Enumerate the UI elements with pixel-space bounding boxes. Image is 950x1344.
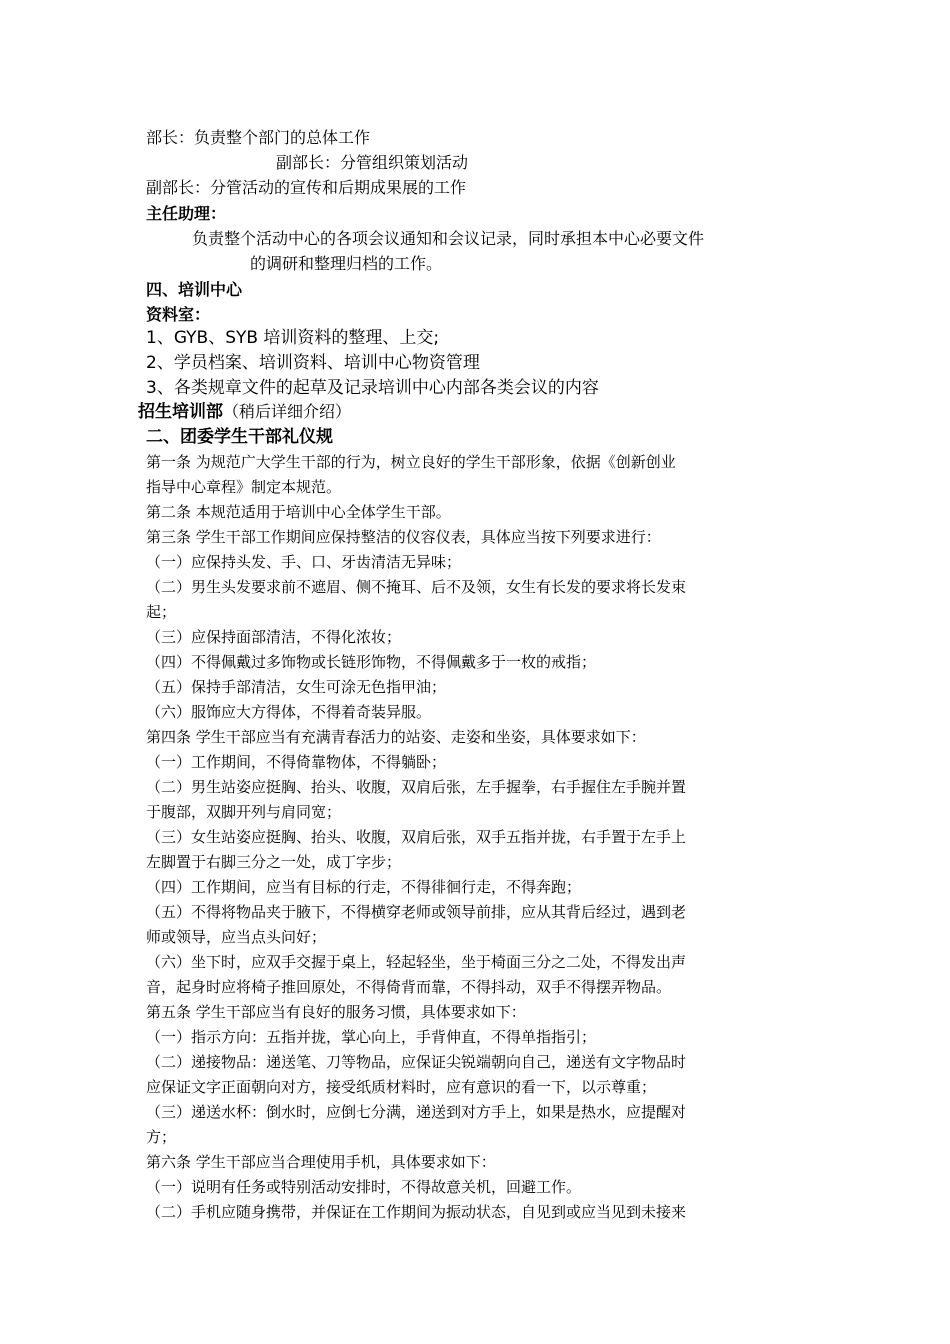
body-line: （四）工作期间，应当有目标的行走，不得徘徊行走，不得奔跑；: [146, 878, 582, 896]
body-line: 指导中心章程》制定本规范。: [146, 478, 342, 496]
body-line: （五）保持手部清洁，女生可涂无色指甲油；: [146, 678, 447, 696]
enrollment-training-note: （稍后详细介绍）: [223, 402, 352, 421]
body-line: （一）工作期间，不得倚靠物体，不得躺卧；: [146, 753, 447, 771]
body-line: （一）指示方向：五指并拢，掌心向上，手背伸直，不得单指指引；: [146, 1028, 597, 1046]
section-etiquette-title: 二、团委学生干部礼仪规: [146, 427, 333, 447]
body-line: （一）说明有任务或特别活动安排时，不得故意关机，回避工作。: [146, 1178, 582, 1196]
body-line: 第二条 本规范适用于培训中心全体学生干部。: [146, 503, 451, 521]
body-line: （一）应保持头发、手、口、牙齿清洁无异味；: [146, 553, 462, 571]
body-line: （二）递接物品：递送笔、刀等物品，应保证尖锐端朝向自己，递送有文字物品时: [146, 1053, 687, 1071]
body-line: 左脚置于右脚三分之一处，成丁字步；: [146, 853, 402, 871]
body-line: （五）不得将物品夹于腋下，不得横穿老师或领导前排，应从其背后经过，遇到老: [146, 903, 687, 921]
body-line: （六）坐下时，应双手交握于桌上，轻起轻坐，坐于椅面三分之二处，不得发出声: [146, 953, 687, 971]
body-line: 师或领导，应当点头问好；: [146, 928, 327, 946]
minister-duty-line: 部长：负责整个部门的总体工作: [146, 128, 371, 147]
data-room-heading: 资料室：: [146, 305, 211, 324]
body-line: 于腹部，双脚开列与肩同宽；: [146, 803, 342, 821]
data-room-item-2: 2、学员档案、培训资料、培训中心物资管理: [146, 353, 480, 373]
data-room-item-1: 1、GYB、SYB 培训资料的整理、上交;: [146, 328, 440, 348]
body-line: 应保证文字正面朝向对方，接受纸质材料时，应有意识的看一下，以示尊重；: [146, 1078, 657, 1096]
deputy-minister-line-1: 副部长：分管组织策划活动: [276, 153, 469, 172]
body-line: 第六条 学生干部应当合理使用手机，具体要求如下：: [146, 1153, 496, 1171]
body-line: （四）不得佩戴过多饰物或长链形饰物，不得佩戴多于一枚的戒指；: [146, 653, 597, 671]
director-assistant-heading: 主任助理：: [146, 204, 227, 223]
enrollment-training-heading: [138, 404, 351, 421]
body-line: （三）应保持面部清洁，不得化浓妆；: [146, 628, 402, 646]
body-line: 第三条 学生干部工作期间应保持整洁的仪容仪表，具体应当按下列要求进行：: [146, 528, 661, 546]
deputy-minister-line-2: 副部长：分管活动的宣传和后期成果展的工作: [146, 178, 467, 197]
body-line: （三）递送水杯：倒水时，应倒七分满，递送到对方手上，如果是热水，应提醒对: [146, 1103, 687, 1121]
body-line: 第五条 学生干部应当有良好的服务习惯，具体要求如下：: [146, 1003, 526, 1021]
body-line: 第一条 为规范广大学生干部的行为，树立良好的学生干部形象，依据《创新创业: [146, 453, 676, 471]
enrollment-training-title: 招生培训部: [138, 402, 223, 422]
body-line: 起；: [146, 603, 177, 621]
body-line: （六）服饰应大方得体，不得着奇装异服。: [146, 703, 432, 721]
director-assistant-desc-1: 负责整个活动中心的各项会议通知和会议记录，同时承担本中心必要文件: [192, 229, 705, 248]
data-room-item-3: 3、各类规章文件的起草及记录培训中心内部各类会议的内容: [146, 378, 599, 398]
body-line: （三）女生站姿应挺胸、抬头、收腹，双肩后张，双手五指并拢，右手置于左手上: [146, 828, 687, 846]
director-assistant-desc-2: 的调研和整理归档的工作。: [250, 254, 443, 273]
body-line: 音，起身时应将椅子推回原处，不得倚背而靠，不得抖动，双手不得摆弄物品。: [146, 978, 672, 996]
body-line: 第四条 学生干部应当有充满青春活力的站姿、走姿和坐姿，具体要求如下：: [146, 728, 646, 746]
section-training-center: 四、培训中心: [146, 280, 243, 299]
body-line: 方；: [146, 1128, 177, 1146]
body-line: （二）手机应随身携带，并保证在工作期间为振动状态，自见到或应当见到未接来: [146, 1203, 687, 1221]
body-line: （二）男生站姿应挺胸、抬头、收腹，双肩后张，左手握拳，右手握住左手腕并置: [146, 778, 687, 796]
body-line: （二）男生头发要求前不遮眉、侧不掩耳、后不及领，女生有长发的要求将长发束: [146, 578, 687, 596]
